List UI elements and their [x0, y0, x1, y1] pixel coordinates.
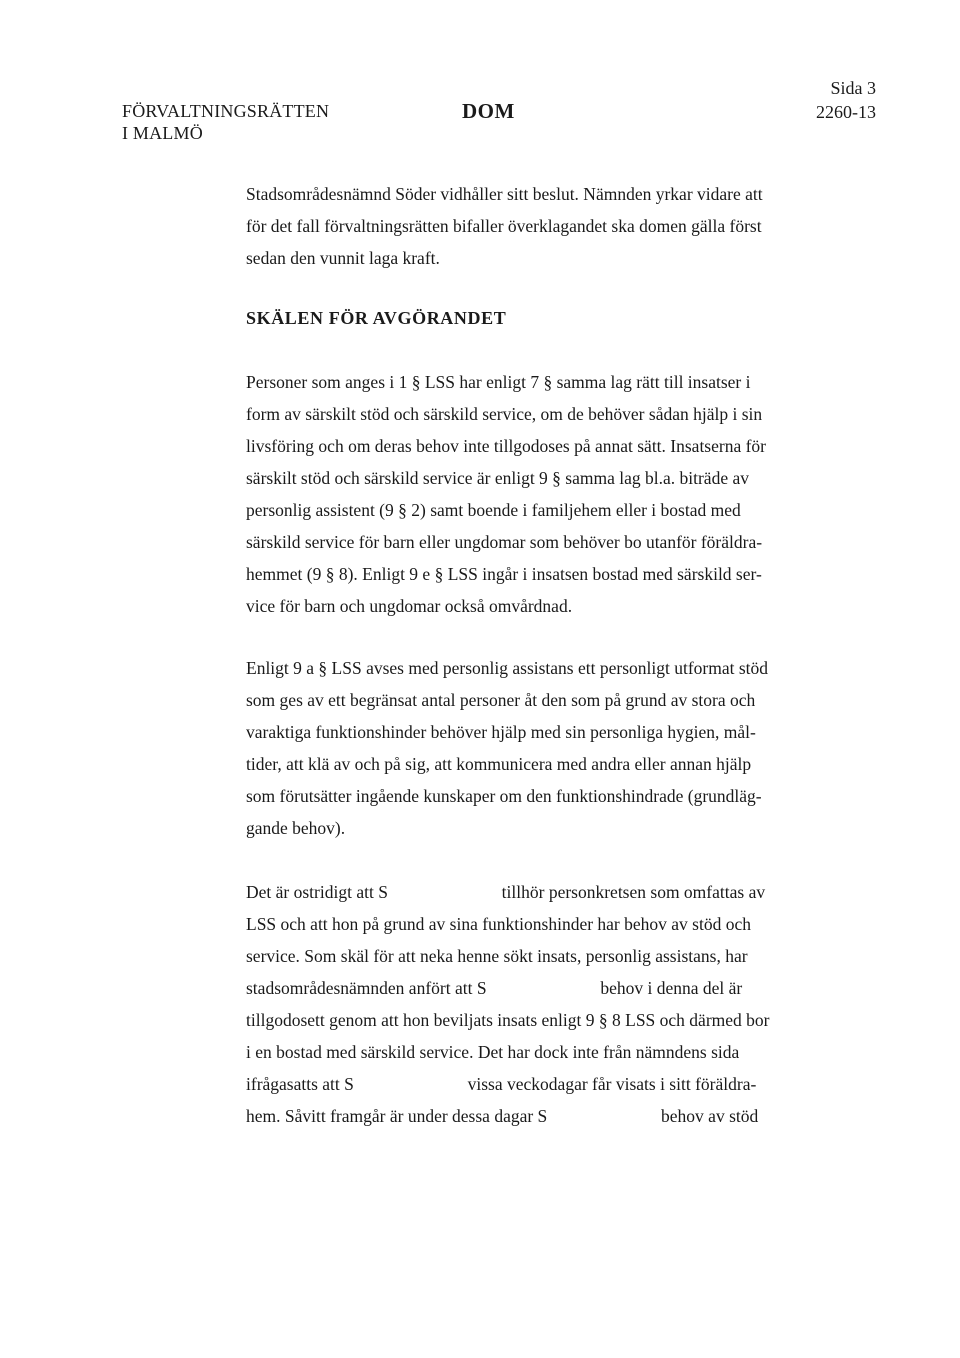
text-line: Enligt 9 a § LSS avses med personlig assistans ett personligt utformat stöd [246, 658, 769, 678]
text-line: som förutsätter ingående kunskaper om den funktionshindrade (grundläg- [246, 786, 762, 806]
page-info [816, 76, 876, 124]
text-line: ifrågasatts att S vissa veckodagar får visats i sitt föräldra- [246, 1074, 757, 1094]
court-name [122, 100, 329, 144]
text-line: personlig assistent (9 § 2) samt boende i familjehem eller i bostad med [246, 500, 741, 520]
text-line: som ges av ett begränsat antal personer åt den som på grund av stora och [246, 690, 756, 710]
text-line: hem. Såvitt framgår är under dessa dagar S behov av stöd [246, 1106, 759, 1126]
paragraph-2 [246, 366, 806, 622]
text-line: livsföring och om deras behov inte tillgodoses på annat sätt. Insatserna för [246, 436, 767, 456]
text-line: sedan den vunnit laga kraft. [246, 248, 440, 268]
text-line: varaktiga funktionshinder behöver hjälp med sin personliga hygien, mål- [246, 722, 756, 742]
paragraph-3 [246, 652, 806, 844]
court-name-line1: FÖRVALTNINGSRÄTTEN [122, 101, 330, 121]
text-line: form av särskilt stöd och särskild service, om de behöver sådan hjälp i sin [246, 404, 763, 424]
text-line: service. Som skäl för att neka henne sökt insats, personlig assistans, har [246, 946, 748, 966]
text-line: tillgodosett genom att hon beviljats insats enligt 9 § 8 LSS och därmed bor [246, 1010, 770, 1030]
text-line: tider, att klä av och på sig, att kommunicera med andra eller annan hjälp [246, 754, 752, 774]
text-line: för det fall förvaltningsrätten bifaller överklagandet ska domen gälla först [246, 216, 762, 236]
text-line: särskilt stöd och särskild service är enligt 9 § samma lag bl.a. biträde av [246, 468, 749, 488]
document-type: DOM [462, 99, 515, 123]
section-heading: SKÄLEN FÖR AVGÖRANDET [246, 308, 507, 328]
text-line: Det är ostridigt att S tillhör personkretsen som omfattas av [246, 882, 766, 902]
page-number: Sida 3 [830, 78, 876, 98]
text-line: gande behov). [246, 818, 346, 838]
text-line: Stadsområdesnämnd Söder vidhåller sitt beslut. Nämnden yrkar vidare att [246, 184, 763, 204]
paragraph-1 [246, 178, 806, 274]
text-line: LSS och att hon på grund av sina funktionshinder har behov av stöd och [246, 914, 751, 934]
text-line: hemmet (9 § 8). Enligt 9 e § LSS ingår i insatsen bostad med särskild ser- [246, 564, 762, 584]
text-line: särskild service för barn eller ungdomar som behöver bo utanför föräldra- [246, 532, 763, 552]
paragraph-4 [246, 876, 806, 1132]
text-line: i en bostad med särskild service. Det har dock inte från nämndens sida [246, 1042, 740, 1062]
court-name-line2: I MALMÖ [122, 123, 203, 143]
text-line: stadsområdesnämnden anfört att S behov i denna del är [246, 978, 743, 998]
text-line: Personer som anges i 1 § LSS har enligt 7 § samma lag rätt till insatser i [246, 372, 751, 392]
text-line: vice för barn och ungdomar också omvårdnad. [246, 596, 573, 616]
case-number: 2260-13 [816, 102, 876, 122]
